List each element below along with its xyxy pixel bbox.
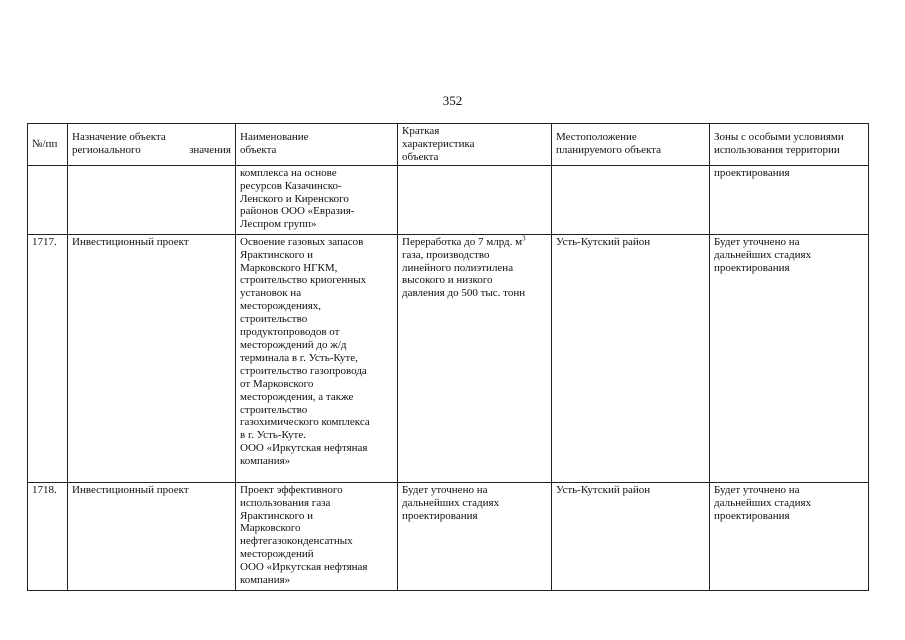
header-name: Наименование объекта xyxy=(236,124,398,166)
cell-zones: проектирования xyxy=(710,165,869,234)
cell-num: 1717. xyxy=(28,234,68,482)
cell-name: Освоение газовых запасов Ярактинского и Марковского НГКМ, строительство криогенных установок на месторождениях, строительство продуктопроводов от месторождений до ж/д терминала в г. Усть-Куте, строительство газопровода от Марковского месторождения, а также строительство газохимического комплекса в г. Усть-Куте. ООО «Иркутская нефтяная компания» xyxy=(236,234,398,482)
cell-name: комплекса на основе ресурсов Казачинско- Ленского и Киренского районов ООО «Евразия- Леспром групп» xyxy=(236,165,398,234)
cell-description: Будет уточнено на дальнейших стадиях проектирования xyxy=(398,482,552,590)
cell-location: Усть-Кутский район xyxy=(552,482,710,590)
cell-zones: Будет уточнено на дальнейших стадиях проектирования xyxy=(710,482,869,590)
cell-zones: Будет уточнено на дальнейших стадиях проектирования xyxy=(710,234,869,482)
description-text-rest: газа, производство линейного полиэтилена высокого и низкого давления до 500 тыс. тонн xyxy=(402,248,526,300)
cell-name: Проект эффективного использования газа Ярактинского и Марковского нефтегазоконденсатных месторождений ООО «Иркутская нефтяная компания» xyxy=(236,482,398,590)
description-text: Переработка до 7 млрд. м xyxy=(402,235,523,248)
header-description: Краткая характеристика объекта xyxy=(398,124,552,166)
registry-table xyxy=(27,123,869,591)
header-location: Местоположение планируемого объекта xyxy=(552,124,710,166)
cell-location-empty xyxy=(552,165,710,234)
cell-location: Усть-Кутский район xyxy=(552,234,710,482)
cell-description xyxy=(398,234,552,482)
header-purpose: Назначение объекта регионального значения xyxy=(68,124,236,166)
header-row xyxy=(28,124,869,166)
cell-purpose: Инвестиционный проект xyxy=(68,482,236,590)
cell-description-empty xyxy=(398,165,552,234)
header-zones: Зоны с особыми условиями использования территории xyxy=(710,124,869,166)
cell-num: 1718. xyxy=(28,482,68,590)
header-num: №/пп xyxy=(28,124,68,166)
page-number: 352 xyxy=(442,93,463,108)
cell-num-empty xyxy=(28,165,68,234)
table-row xyxy=(28,234,869,482)
table-row xyxy=(28,482,869,590)
superscript-3: 3 xyxy=(522,234,526,243)
cell-purpose: Инвестиционный проект xyxy=(68,234,236,482)
table-row-continuation xyxy=(28,165,869,234)
cell-purpose-empty xyxy=(68,165,236,234)
